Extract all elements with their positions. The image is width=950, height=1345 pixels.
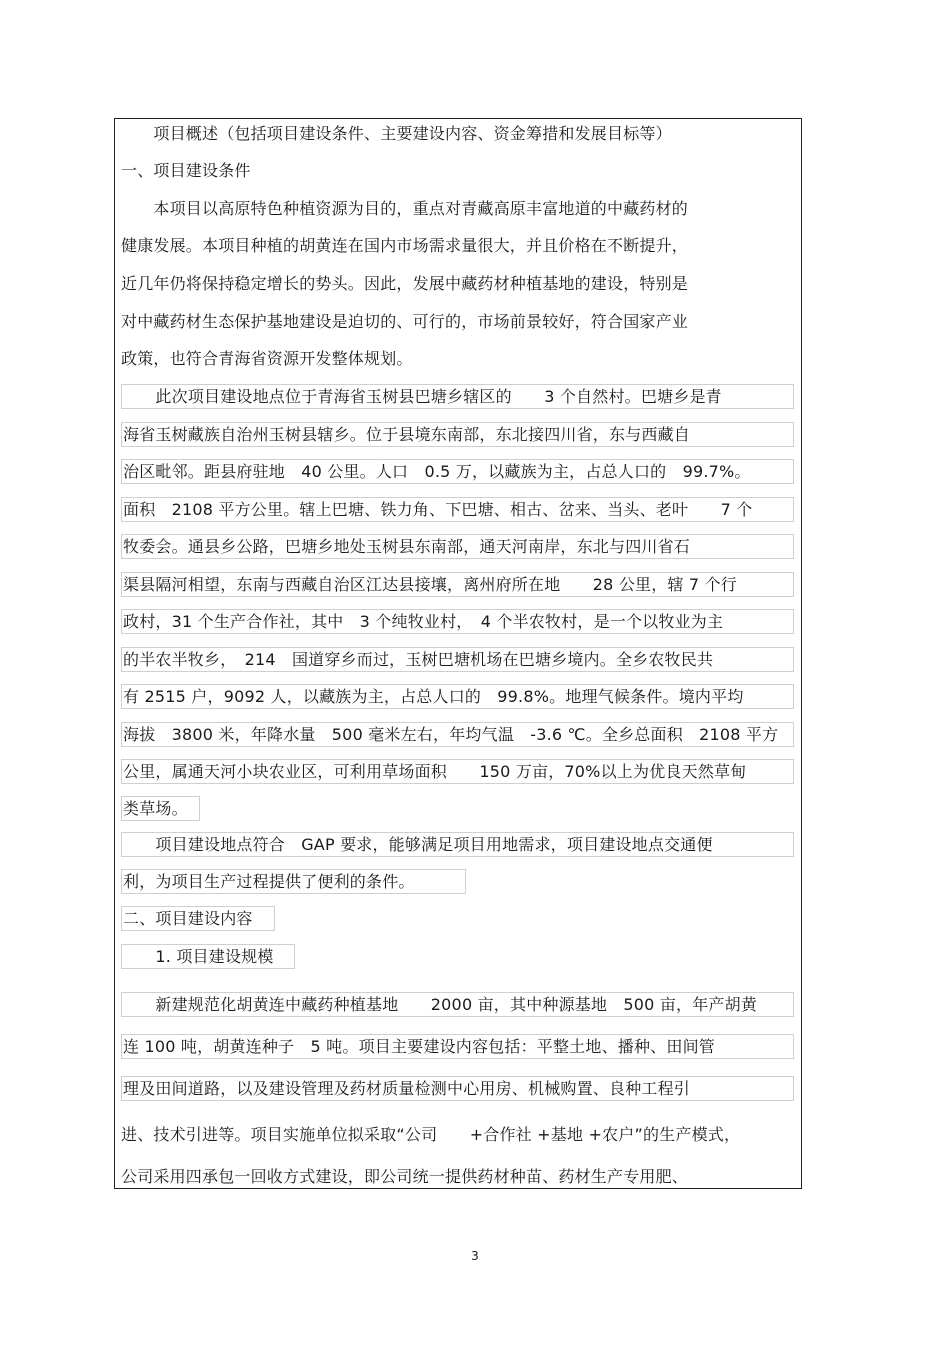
paragraph-line: 面积 2108 平方公里。辖上巴塘、铁力角、下巴塘、相古、岔来、当头、老叶 7 个 — [121, 497, 794, 522]
section-2-heading: 二、项目建设内容 — [121, 906, 275, 931]
paragraph-line: 健康发展。本项目种植的胡黄连在国内市场需求量很大，并且价格在不断提升， — [121, 236, 689, 255]
section-1-heading: 一、项目建设条件 — [121, 161, 251, 180]
page-number: 3 — [471, 1249, 479, 1263]
paragraph-line: 有 2515 户，9092 人，以藏族为主，占总人口的 99.8%。地理气候条件。境内平均 — [121, 684, 794, 709]
paragraph-line: 渠县隔河相望，东南与西藏自治区江达县接壤，离州府所在地 28 公里，辖 7 个行 — [121, 572, 794, 597]
paragraph-line: 对中藏药材生态保护基地建设是迫切的、可行的，市场前景较好，符合国家产业 — [121, 312, 689, 331]
paragraph-line: 公里，属通天河小块农业区，可利用草场面积 150 万亩，70%以上为优良天然草甸 — [121, 759, 794, 784]
paragraph-line: 牧委会。通县乡公路，巴塘乡地处玉树县东南部，通天河南岸，东北与四川省石 — [121, 534, 794, 559]
paragraph-line: 近几年仍将保持稳定增长的势头。因此，发展中藏药材种植基地的建设，特别是 — [121, 274, 689, 293]
paragraph-line: 海省玉树藏族自治州玉树县辖乡。位于县境东南部，东北接四川省，东与西藏自 — [121, 422, 794, 447]
paragraph-line: 此次项目建设地点位于青海省玉树县巴塘乡辖区的 3 个自然村。巴塘乡是青 — [121, 384, 794, 409]
paragraph-line: 理及田间道路，以及建设管理及药材质量检测中心用房、机械购置、良种工程引 — [121, 1076, 794, 1101]
overview-heading: 项目概述（包括项目建设条件、主要建设内容、资金筹措和发展目标等） — [121, 124, 672, 143]
paragraph-line: 进、技术引进等。项目实施单位拟采取“公司 +合作社 +基地 +农户”的生产模式， — [121, 1125, 741, 1144]
paragraph-line: 新建规范化胡黄连中藏药种植基地 2000 亩，其中种源基地 500 亩，年产胡黄 — [121, 992, 794, 1017]
paragraph-line: 本项目以高原特色种植资源为目的，重点对青藏高原丰富地道的中藏药材的 — [121, 199, 689, 218]
paragraph-line: 政策，也符合青海省资源开发整体规划。 — [121, 349, 413, 368]
paragraph-line: 政村，31 个生产合作社，其中 3 个纯牧业村， 4 个半农牧村，是一个以牧业为主 — [121, 609, 794, 634]
paragraph-line: 项目建设地点符合 GAP 要求，能够满足项目用地需求，项目建设地点交通便 — [121, 832, 794, 857]
paragraph-line: 公司采用四承包一回收方式建设，即公司统一提供药材种苗、药材生产专用肥、 — [121, 1167, 689, 1186]
paragraph-line: 连 100 吨，胡黄连种子 5 吨。项目主要建设内容包括：平整土地、播种、田间管 — [121, 1034, 794, 1059]
paragraph-line: 治区毗邻。距县府驻地 40 公里。人口 0.5 万，以藏族为主，占总人口的 99.7%。 — [121, 459, 794, 484]
subsection-heading: 1. 项目建设规模 — [121, 944, 295, 969]
paragraph-line: 的半农半牧乡， 214 国道穿乡而过，玉树巴塘机场在巴塘乡境内。全乡农牧民共 — [121, 647, 794, 672]
paragraph-line: 利，为项目生产过程提供了便利的条件。 — [121, 869, 466, 894]
paragraph-line: 海拔 3800 米，年降水量 500 毫米左右，年均气温 -3.6 ℃。全乡总面积 2108 平方 — [121, 722, 794, 747]
paragraph-line: 类草场。 — [121, 796, 200, 821]
